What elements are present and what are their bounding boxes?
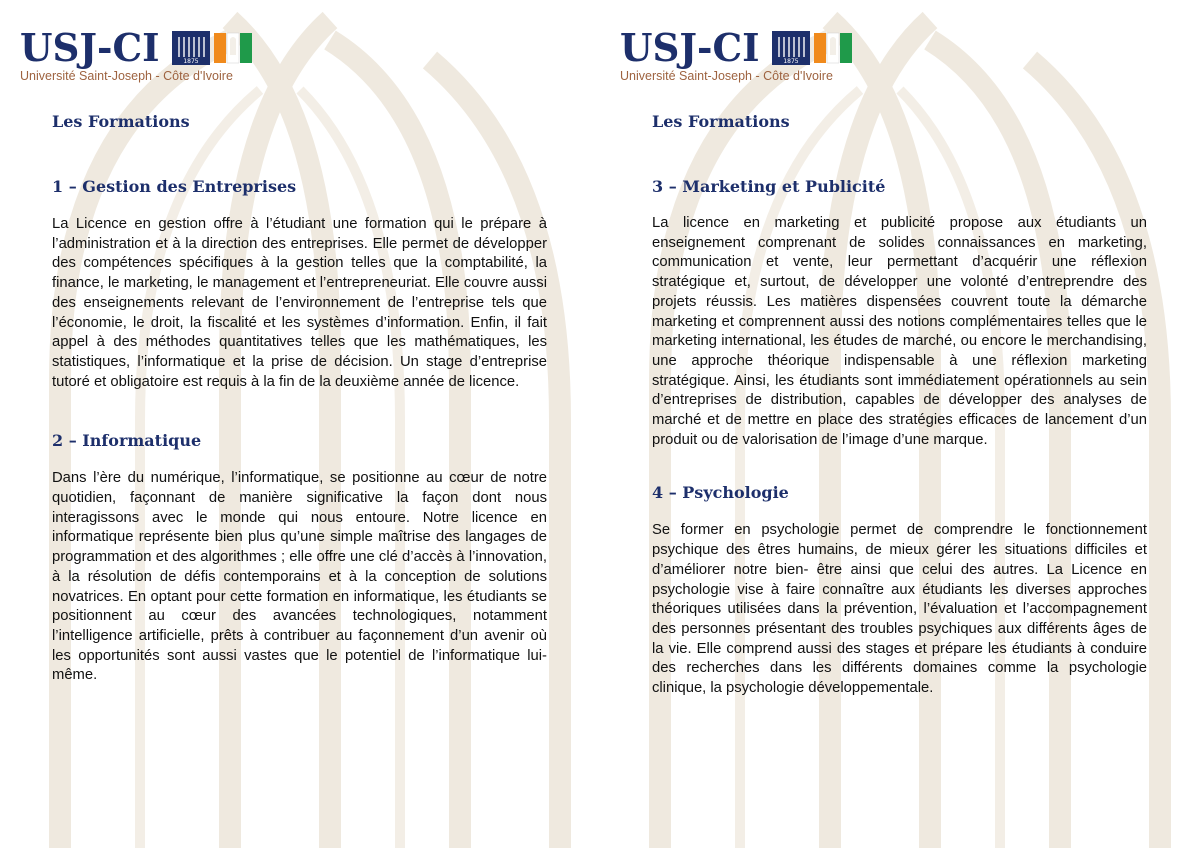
logo-subtitle: Université Saint-Joseph - Côte d'Ivoire — [20, 69, 233, 83]
emblem-year: 1875 — [183, 58, 199, 65]
emblem-year: 1875 — [783, 58, 799, 65]
section-title: Les Formations — [652, 112, 790, 131]
section-title: Les Formations — [52, 112, 190, 131]
section-heading: 1 – Gestion des Entreprises — [52, 177, 297, 196]
section-paragraph: Dans l’ère du numérique, l’informatique, se positionne au cœur de notre quotidien, façonnant de manière significative la façon dont nous interagissons avec le monde qui nous entoure. Notre licence en informatique représente bien plus qu’une simple maîtrise des langages de programmation et des algorithmes ; elle offre une clé d’accès à l’innovation, à la résolution de défis contemporains et à la conception de solutions novatrices. En optant pour cette formation en informatique, les étudiants se positionnent au cœur des avancées technologiques, notamment l’intelligence artificielle, prêts à contribuer au façonnement d’un avenir où les opportunités sont aussi vastes que le potentiel de l’informatique lui-même. — [52, 470, 547, 684]
section-paragraph: La licence en marketing et publicité propose aux étudiants un enseignement comprenant de solides connaissances en marketing, communication et vente, leur permettant d’acquérir une réflexion stratégique et, surtout, de développer une volonté d’entreprendre des projets réussis. Les matières dispensées couvrent toute la démarche marketing et comprennent aussi des notions complémentaires telles que le marketing international, les études de marché, ou encore le merchandising, une approche théorique indispensable à une réflexion marketing stratégique. Ainsi, les étudiants sont immédiatement opérationnels au sein d’entreprises de distribution, capables de développer des analyses de marché et de mettre en place des stratégies efficaces de lancement d’un produit ou de valorisation de l’image d’une marque. — [652, 215, 1147, 448]
section-heading: 2 – Informatique — [52, 431, 202, 451]
section-heading: 4 – Psychologie — [652, 483, 789, 503]
section-paragraph: Se former en psychologie permet de comprendre le fonctionnement psychique des êtres humains, de mieux gérer les situations difficiles et d’améliorer notre bien- être ainsi que celui des autres. La Licence en psychologie vise à faire connaître aux étudiants les diverses approches théoriques utilisées dans la prévention, l’évaluation et l’accompagnement des personnes présentant des troubles psychiques aux différents âges de la vie. Elle comprend aussi des stages et prépare les étudiants à conduire des recherches dans les différents domaines comme la psychologie clinique, la psychologie développementale. — [652, 522, 1147, 697]
logo-text: USJ-CI — [20, 25, 160, 70]
usj-logo — [20, 25, 270, 86]
logo-emblem — [172, 31, 252, 65]
ivory-coast-flag-icon — [814, 31, 852, 65]
ivory-coast-flag-icon — [214, 31, 252, 65]
logo-subtitle: Université Saint-Joseph - Côte d'Ivoire — [620, 69, 833, 83]
shield-emblem-icon — [772, 31, 810, 65]
page-content — [652, 112, 1147, 699]
section-heading: 3 – Marketing et Publicité — [652, 177, 886, 196]
logo-emblem — [772, 31, 852, 65]
page-content — [52, 112, 547, 686]
shield-emblem-icon — [172, 31, 210, 65]
section-paragraph: La Licence en gestion offre à l’étudiant une formation qui le prépare à l’administration et à la direction des entreprises. Elle permet de développer des compétences spécifiques à la gestion telles que la comptabilité, la finance, le marketing, le management et l’entrepreneuriat. Elle couvre aussi des enseignements relevant de l’environnement de l’entreprise tels que l’économie, le droit, la fiscalité et les systèmes d’information. Enfin, il fait appel à des méthodes quantitatives telles que les mathématiques, les statistiques, l’informatique et la prise de décision. Un stage d’entreprise tutoré et obligatoire est requis à la fin de la deuxième année de licence. — [52, 216, 547, 390]
usj-logo — [620, 25, 870, 86]
page-right — [600, 0, 1200, 848]
logo-text: USJ-CI — [620, 25, 760, 70]
